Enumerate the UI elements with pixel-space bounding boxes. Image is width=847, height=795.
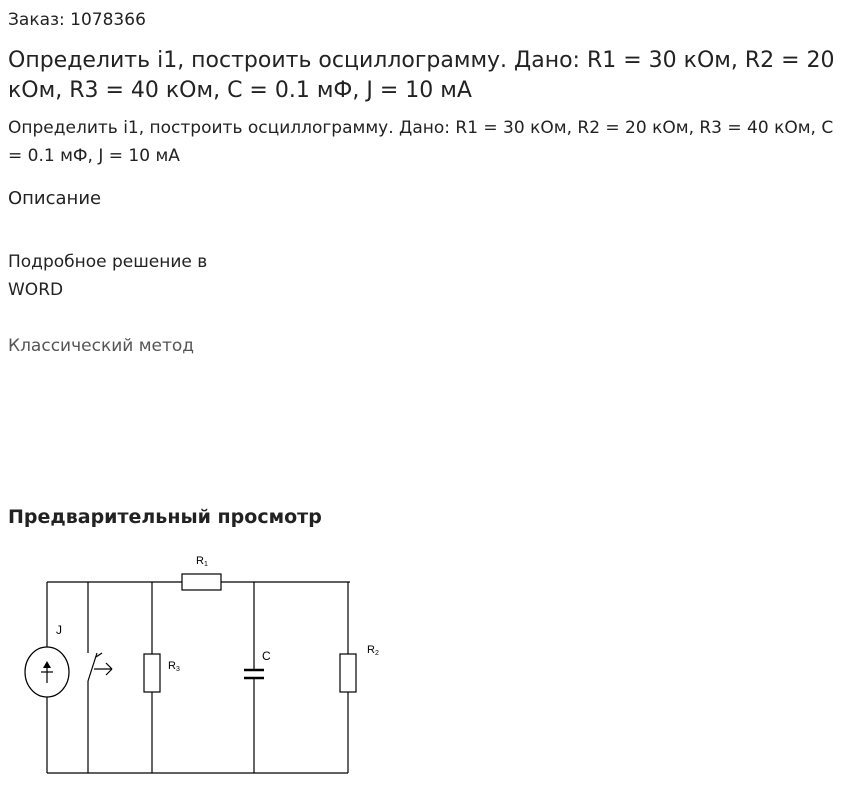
resistor-r1 xyxy=(182,574,221,590)
label-j: J xyxy=(56,623,62,637)
switch-blade xyxy=(88,653,97,681)
page-title: Определить i1, построить осциллограмму. Дано: R1 = 30 кОм, R2 = 20 кОм, R3 = 40 кОм, C = 0.1 мФ, J = 10 мА xyxy=(8,48,835,103)
label-c: C xyxy=(262,649,271,663)
resistor-r3 xyxy=(144,654,160,692)
method-text: Классический метод xyxy=(8,336,195,356)
resistor-r2 xyxy=(340,654,356,692)
switch-arrow-b xyxy=(106,669,112,675)
current-source-arrowhead xyxy=(43,661,51,668)
label-r2: R2 xyxy=(367,644,379,657)
task-statement: Определить i1, построить осциллограмму. Дано: R1 = 30 кОм, R2 = 20 кОм, R3 = 40 кОм, C = 0.1 мФ, J = 10 мА xyxy=(8,118,834,166)
switch-arrow-a xyxy=(106,663,112,669)
circuit-schematic xyxy=(8,545,388,785)
preview-heading: Предварительный просмотр xyxy=(8,506,322,528)
label-r3: R3 xyxy=(168,660,180,673)
description-heading: Описание xyxy=(8,188,102,209)
order-number: Заказ: 1078366 xyxy=(8,10,146,30)
description-body: Подробное решение в WORD xyxy=(8,252,208,300)
label-r1: R1 xyxy=(196,555,208,568)
